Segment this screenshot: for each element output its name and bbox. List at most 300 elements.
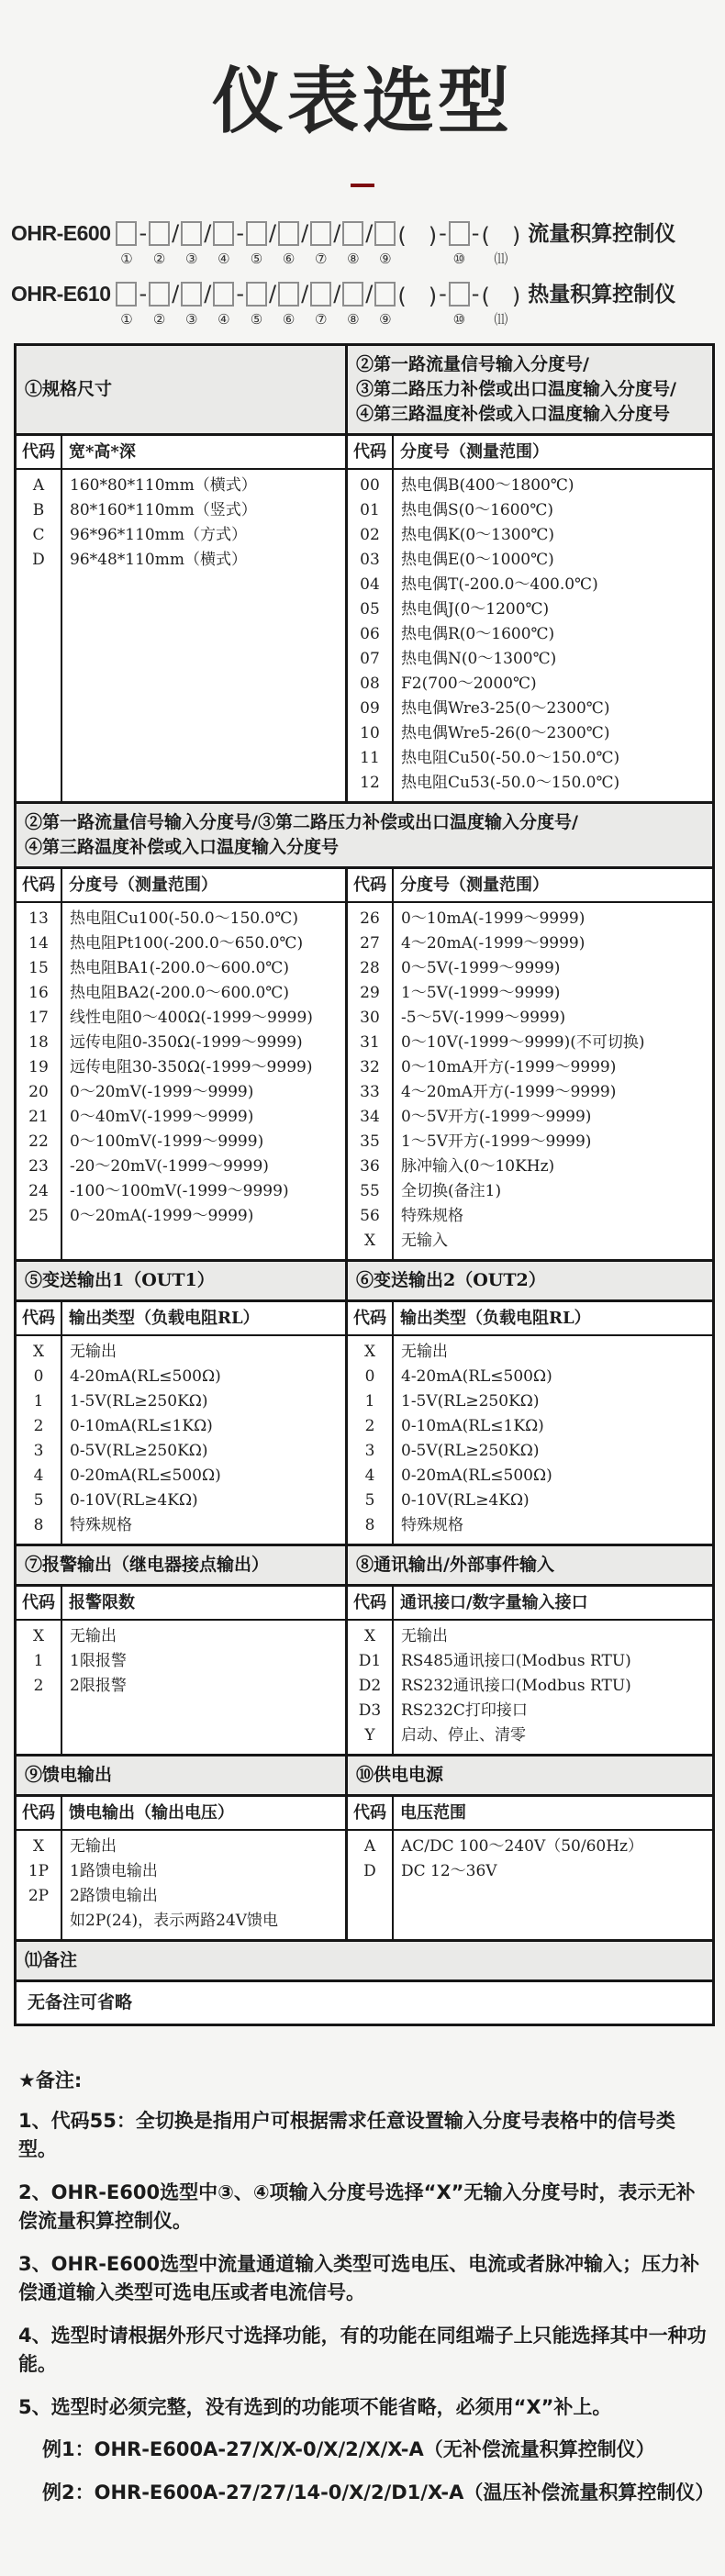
option-desc: 特殊规格 [401, 1516, 463, 1534]
separator-glyph: / [204, 281, 212, 307]
digit-box-holder [278, 279, 299, 308]
option-desc: 1限报警 [70, 1652, 127, 1670]
option-desc: -100～100mV(-1999～9999) [70, 1182, 289, 1200]
code-column-divider [392, 869, 394, 1259]
option-rows [17, 1831, 345, 1939]
option-code: 8 [364, 1516, 375, 1534]
model-digit-slot [278, 279, 299, 330]
desc-column-header: 分度号（测量范围） [400, 875, 549, 895]
option-row [348, 931, 712, 956]
model-digit-slot [149, 279, 170, 330]
separator-glyph: / [172, 281, 180, 307]
option-desc: RS485通讯接口(Modbus RTU) [401, 1652, 631, 1670]
model-spec-line [11, 279, 725, 330]
digit-box-holder [181, 218, 202, 248]
option-desc: 96*96*110mm（方式） [70, 526, 247, 544]
digit-box [116, 282, 137, 307]
option-code: 3 [33, 1442, 44, 1460]
option-code: 36 [360, 1157, 380, 1176]
digit-box [149, 282, 170, 307]
option-row [17, 956, 345, 981]
option-row [17, 1340, 345, 1365]
option-row [17, 1439, 345, 1464]
column-subheader [17, 1797, 345, 1831]
option-row [17, 1909, 345, 1934]
table-section [17, 1259, 712, 1544]
separator-glyph: - [471, 220, 480, 246]
option-code: 5 [33, 1491, 44, 1510]
notes-heading: ★备注: [18, 2069, 83, 2091]
option-rows [348, 1831, 712, 1890]
separator-glyph: ( ) [397, 283, 438, 309]
model-digit-slot [342, 279, 363, 330]
selection-table [14, 343, 715, 2026]
option-desc: 热电偶J(0～1200℃) [401, 600, 550, 619]
option-code: 1 [364, 1392, 375, 1411]
table-section [17, 1939, 712, 2024]
note-item: 5、选型时必须完整，没有选到的功能项不能省略，必须用“X”补上。 [18, 2395, 612, 2418]
position-number: ③ [185, 311, 198, 328]
option-code: 17 [28, 1009, 49, 1027]
option-row [17, 907, 345, 931]
position-number: ① [120, 251, 133, 267]
separator-glyph: / [269, 281, 277, 307]
option-code: 15 [28, 959, 49, 977]
position-number: ⑤ [250, 251, 263, 267]
option-row [17, 548, 345, 573]
section-title: ④第三路温度补偿或入口温度输入分度号 [356, 404, 671, 424]
desc-column-header: 分度号（测量范围） [69, 875, 218, 895]
option-row [348, 907, 712, 931]
digit-box-holder [246, 218, 267, 248]
position-number: ⑾ [494, 311, 508, 328]
table-section [17, 1544, 712, 1754]
option-row [348, 1055, 712, 1080]
model-digit-slot [374, 218, 396, 270]
model-digit-slot [449, 279, 470, 330]
option-desc: 热电阻BA2(-200.0～600.0℃) [70, 984, 289, 1002]
option-desc: 热电阻Pt100(-200.0～650.0℃) [70, 934, 304, 953]
option-row [348, 1154, 712, 1179]
separator-glyph: ( ) [397, 222, 438, 249]
code-column-header: 代码 [353, 875, 386, 895]
option-row [17, 1154, 345, 1179]
section-header-band [17, 346, 712, 436]
option-row [17, 1365, 345, 1389]
code-column-header: 代码 [353, 1309, 386, 1328]
position-number: ⑾ [494, 251, 508, 267]
code-column-divider [61, 436, 62, 801]
option-code: 04 [360, 575, 380, 594]
option-row [17, 498, 345, 523]
option-code: 1 [33, 1652, 44, 1670]
section-header-full [17, 804, 712, 866]
option-code: X [363, 1627, 376, 1645]
option-code: 01 [360, 501, 380, 519]
option-desc: DC 12～36V [401, 1862, 497, 1880]
option-column-right [348, 1302, 712, 1544]
digit-box [181, 282, 202, 307]
option-desc: AC/DC 100～240V（50/60Hz） [401, 1837, 643, 1856]
option-row [17, 1006, 345, 1031]
option-desc: 热电阻Cu100(-50.0～150.0℃) [70, 909, 298, 928]
option-code: A [363, 1837, 376, 1856]
note-item: 2、OHR-E600选型中③、④项输入分度号选择“X”无输入分度号时，表示无补偿流量积算控制仪。 [18, 2180, 696, 2232]
section-columns [17, 1797, 712, 1939]
model-separator [301, 279, 308, 330]
digit-box-holder [310, 218, 331, 248]
option-code: 2 [33, 1417, 44, 1435]
section-columns [17, 1587, 712, 1754]
option-column-right [348, 869, 712, 1259]
option-rows [17, 1621, 345, 1704]
model-digit-slot [449, 218, 470, 270]
section-title: ⑾备注 [25, 1950, 78, 1970]
option-desc: 4～20mA开方(-1999～9999) [401, 1083, 617, 1101]
section-title: ⑧通讯输出/外部事件输入 [356, 1555, 554, 1575]
notes-section [18, 2067, 715, 2507]
option-row [348, 523, 712, 548]
option-code: 30 [360, 1009, 380, 1027]
option-row [348, 1624, 712, 1649]
option-row [348, 597, 712, 622]
option-row [17, 1130, 345, 1154]
model-separator [481, 279, 520, 330]
option-row [17, 1080, 345, 1105]
position-number: ④ [218, 251, 230, 267]
option-desc: 0-10V(RL≥4KΩ) [70, 1491, 198, 1510]
option-rows [17, 903, 345, 1234]
digit-box [449, 282, 470, 307]
option-row [17, 1414, 345, 1439]
digit-box [181, 221, 202, 246]
option-desc: 热电偶K(0～1300℃) [401, 526, 555, 544]
option-row [348, 672, 712, 697]
model-separator [439, 218, 447, 270]
digit-box [213, 221, 234, 246]
model-name: OHR-E600 [11, 221, 111, 245]
code-column-header: 代码 [353, 1593, 386, 1612]
option-desc: 1～5V(-1999～9999) [401, 984, 561, 1002]
option-desc: 1路馈电输出 [70, 1862, 158, 1880]
option-desc: 热电偶B(400～1800℃) [401, 476, 574, 495]
option-code: X [363, 1343, 376, 1361]
section-title: ③第二路压力补偿或出口温度输入分度号/ [356, 379, 676, 399]
option-desc: RS232通讯接口(Modbus RTU) [401, 1677, 631, 1695]
code-column-header: 代码 [353, 442, 386, 462]
option-code: 08 [360, 675, 380, 693]
option-code: 28 [360, 959, 380, 977]
option-code: Y [364, 1726, 375, 1745]
section-header-band [17, 1262, 712, 1302]
option-code: X [32, 1837, 45, 1856]
option-code: 35 [360, 1132, 380, 1151]
digit-box [449, 221, 470, 246]
option-column-left [17, 1797, 348, 1939]
option-code: 4 [364, 1466, 375, 1485]
option-row [348, 1513, 712, 1538]
desc-column-header: 宽*高*深 [69, 442, 136, 462]
option-code: 29 [360, 984, 380, 1002]
option-code: D3 [358, 1701, 382, 1720]
option-desc: 无输出 [70, 1627, 117, 1645]
option-desc: 0-5V(RL≥250KΩ) [401, 1442, 540, 1460]
model-separator [172, 218, 179, 270]
option-desc: 无输出 [70, 1343, 117, 1361]
option-row [348, 474, 712, 498]
column-subheader [348, 436, 712, 470]
section-header-band [17, 1942, 712, 1982]
option-desc: 0～10mA开方(-1999～9999) [401, 1058, 617, 1076]
option-code: X [363, 1232, 376, 1250]
option-desc: 热电阻Cu50(-50.0～150.0℃) [401, 749, 620, 767]
code-column-header: 代码 [22, 1593, 55, 1612]
digit-box [374, 221, 396, 246]
digit-box [310, 221, 331, 246]
option-rows [348, 1336, 712, 1544]
position-number: ② [152, 311, 166, 328]
section-header-band [17, 1546, 712, 1587]
model-separator [365, 218, 373, 270]
option-desc: 热电偶N(0～1300℃) [401, 650, 557, 668]
option-code: 02 [360, 526, 380, 544]
table-section [17, 801, 712, 1259]
model-digit-slot [310, 218, 331, 270]
option-code: 27 [360, 934, 380, 953]
option-row [348, 981, 712, 1006]
code-column-header: 代码 [22, 875, 55, 895]
option-code: 56 [360, 1207, 380, 1225]
desc-column-header: 报警限数 [69, 1593, 135, 1612]
option-desc: 2路馈电输出 [70, 1887, 158, 1905]
option-column-left [17, 1302, 348, 1544]
model-separator [472, 218, 480, 270]
option-row [348, 746, 712, 771]
model-name: OHR-E610 [11, 282, 111, 306]
separator-glyph: / [333, 281, 341, 307]
table-section [17, 1754, 712, 1939]
position-number: ③ [185, 251, 198, 267]
option-code: 12 [360, 774, 380, 792]
section-header-right [348, 1756, 712, 1794]
model-separator [397, 218, 437, 270]
option-row [348, 1365, 712, 1389]
option-row [348, 1674, 712, 1699]
model-digit-slot [116, 218, 137, 270]
option-desc: 1～5V开方(-1999～9999) [401, 1132, 592, 1151]
option-desc: -5～5V(-1999～9999) [401, 1009, 566, 1027]
option-code: 2P [28, 1887, 50, 1905]
desc-column-header: 馈电输出（输出电压） [69, 1803, 234, 1823]
option-row [348, 498, 712, 523]
separator-glyph: / [365, 281, 374, 307]
option-desc: 无输入 [401, 1232, 448, 1250]
option-rows [17, 1336, 345, 1544]
option-row [348, 622, 712, 647]
model-digit-slot [278, 218, 299, 270]
section-header-left [17, 346, 348, 433]
section-header-band [17, 1756, 712, 1797]
section-header-left [17, 1262, 348, 1299]
digit-box-holder [246, 279, 267, 308]
option-code: 10 [360, 724, 380, 742]
position-number: ⑥ [282, 311, 296, 328]
separator-glyph: / [204, 220, 212, 246]
model-type-label: 流量积算控制仪 [528, 222, 676, 246]
section-columns [17, 436, 712, 801]
option-desc: 0-20mA(RL≤500Ω) [70, 1466, 221, 1485]
section-header-full [17, 1942, 712, 1979]
code-column-divider [61, 1302, 62, 1544]
option-row [17, 1464, 345, 1489]
digit-box-holder [278, 218, 299, 248]
option-row [348, 573, 712, 597]
option-desc: 0-20mA(RL≤500Ω) [401, 1466, 552, 1485]
digit-box-holder [181, 279, 202, 308]
option-code: 4 [33, 1466, 44, 1485]
position-number: ⑩ [452, 251, 466, 267]
option-row [17, 1389, 345, 1414]
option-code: 1P [28, 1862, 50, 1880]
option-row [348, 1204, 712, 1229]
option-code: 18 [28, 1033, 49, 1052]
option-code: 06 [360, 625, 380, 643]
option-desc: 4～20mA(-1999～9999) [401, 934, 586, 953]
digit-box-holder [374, 279, 396, 308]
model-separator [397, 279, 437, 330]
model-separator [236, 279, 244, 330]
option-row [17, 1884, 345, 1909]
model-separator [269, 218, 276, 270]
section-title: ②第一路流量信号输入分度号/③第二路压力补偿或出口温度输入分度号/ [25, 812, 578, 832]
position-number: ⑩ [452, 311, 466, 328]
option-desc: 0～5V开方(-1999～9999) [401, 1108, 592, 1126]
option-desc: 160*80*110mm（横式） [70, 476, 257, 495]
option-code: 55 [360, 1182, 380, 1200]
position-number: ⑧ [347, 311, 360, 328]
section-header-left [17, 1756, 348, 1794]
option-desc: 无输出 [70, 1837, 117, 1856]
option-code: 0 [33, 1367, 44, 1386]
option-row [17, 1055, 345, 1080]
model-type-label: 热量积算控制仪 [528, 283, 676, 307]
separator-glyph: ( ) [481, 222, 521, 249]
model-separator [236, 218, 244, 270]
digit-box-holder [213, 279, 234, 308]
page-title: 仪表选型 [211, 61, 513, 143]
desc-column-header: 输出类型（负载电阻RL） [400, 1309, 591, 1328]
option-desc: -20～20mV(-1999～9999) [70, 1157, 269, 1176]
option-code: 13 [28, 909, 49, 928]
note-item: 4、选型时请根据外形尺寸选择功能，有的功能在同组端子上只能选择其中一种功能。 [18, 2324, 707, 2375]
option-desc: 特殊规格 [401, 1207, 463, 1225]
option-desc: 全切换(备注1) [401, 1182, 502, 1200]
code-column-divider [392, 1797, 394, 1939]
separator-glyph: / [269, 220, 277, 246]
section-title: ⑤变送输出1（OUT1） [25, 1270, 215, 1290]
option-code: 07 [360, 650, 380, 668]
option-row [348, 1105, 712, 1130]
option-code: 11 [360, 749, 380, 767]
option-row [17, 1674, 345, 1699]
option-desc: 热电偶E(0～1000℃) [401, 551, 554, 569]
option-desc: 热电偶S(0～1600℃) [401, 501, 554, 519]
section-header-right [348, 1262, 712, 1299]
option-row [348, 1464, 712, 1489]
position-number: ⑨ [379, 251, 392, 267]
digit-box-holder [116, 218, 137, 248]
option-code: 09 [360, 699, 380, 718]
model-separator [139, 279, 147, 330]
desc-column-header: 电压范围 [400, 1803, 466, 1823]
model-separator [172, 279, 179, 330]
option-row [17, 1179, 345, 1204]
option-code: 21 [28, 1108, 49, 1126]
option-column-right [348, 436, 712, 801]
model-digit-slot [213, 218, 234, 270]
option-row [17, 1834, 345, 1859]
option-desc: 96*48*110mm（横式） [70, 551, 247, 569]
option-code: 05 [360, 600, 380, 619]
note-example: 例1：OHR-E600A-27/X/X-0/X/2/X/X-A（无补偿流量积算控制仪） [42, 2438, 655, 2460]
separator-glyph: / [365, 220, 374, 246]
option-code: 14 [28, 934, 49, 953]
model-separator [333, 279, 340, 330]
option-desc: 线性电阻0～400Ω(-1999～9999) [70, 1009, 313, 1027]
option-row [348, 771, 712, 796]
model-digit-slot [374, 279, 396, 330]
option-row [17, 1649, 345, 1674]
option-code: 2 [364, 1417, 375, 1435]
option-row [348, 1489, 712, 1513]
option-desc: 热电阻BA1(-200.0～600.0℃) [70, 959, 289, 977]
option-desc: 0～10mA(-1999～9999) [401, 909, 586, 928]
code-column-divider [61, 869, 62, 1259]
option-rows [17, 470, 345, 578]
option-desc: 无输出 [401, 1343, 448, 1361]
option-desc: 热电偶Wre5-26(0～2300℃) [401, 724, 610, 742]
section-title: ②第一路流量信号输入分度号/ [356, 354, 589, 374]
separator-glyph: - [139, 220, 148, 246]
model-digit-slot [342, 218, 363, 270]
separator-glyph: - [139, 281, 148, 307]
digit-box-holder [449, 279, 470, 308]
option-row [17, 1031, 345, 1055]
position-number: ⑥ [282, 251, 296, 267]
model-digit-slot [181, 279, 202, 330]
option-code: D [363, 1862, 376, 1880]
option-column-right [348, 1797, 712, 1939]
option-row [17, 523, 345, 548]
option-desc: 0-10mA(RL≤1KΩ) [401, 1417, 544, 1435]
digit-box [116, 221, 137, 246]
option-rows [348, 903, 712, 1259]
option-code: 16 [28, 984, 49, 1002]
option-code: 0 [364, 1367, 375, 1386]
digit-box-holder [213, 218, 234, 248]
position-number: ⑧ [347, 251, 360, 267]
model-separator [204, 218, 211, 270]
option-code: 32 [360, 1058, 380, 1076]
digit-box [278, 221, 299, 246]
option-desc: 80*160*110mm（竖式） [70, 501, 257, 519]
option-column-left [17, 436, 348, 801]
model-digit-slot [149, 218, 170, 270]
option-desc: 无输出 [401, 1627, 448, 1645]
option-desc: 启动、停止、清零 [401, 1726, 526, 1745]
model-digit-slot [246, 279, 267, 330]
position-number: ② [152, 251, 166, 267]
